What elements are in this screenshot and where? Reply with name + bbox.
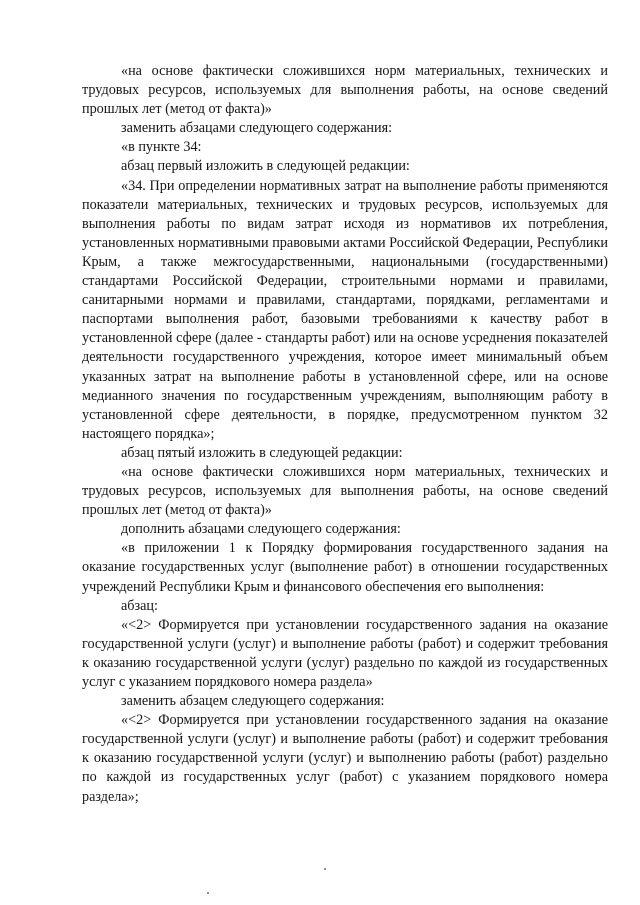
paragraph-abzac-label: абзац: <box>121 597 158 614</box>
paragraph-appendix-1: «в приложении 1 к Порядку формирования государственного задания на оказание государственных услуг (выполнение работ) в отношении государственных учреждений Республики Крым и финансового обеспечения его выполнения: <box>82 540 608 595</box>
paragraph-add-paragraphs: дополнить абзацами следующего содержания: <box>121 521 401 538</box>
scan-speck <box>324 868 326 870</box>
paragraph-point-34-text: «34. При определении нормативных затрат на выполнение работы применяются показатели материальных, технических и трудовых ресурсов, используемых для выполнения работы по видам затрат исходя из нормативов их потребления, установленных нормативными правовыми актами Российской Федерации, Республики Крым, а также межгосударственными, национальными (государственными) стандартами Российской Федерации, строительными нормами и правилами, санитарными нормами и правилами, стандартами, порядками, регламентами и паспортами выполнения работ, базовыми требованиями к качеству работ в установленной сфере (далее - стандарты работ) или на основе усреднения показателей деятельности государственного учреждения, которое имеет минимальный объем указанных затрат на выполнение работы в установленной сфере, или на основе медианного значения по государственным учреждениям, выполняющим работу в установленной сфере деятельности, в порядке, предусмотренном пунктом 32 настоящего порядка»; <box>82 177 608 442</box>
paragraph-in-point-34: «в пункте 34: <box>121 139 202 156</box>
paragraph-replace-with-paragraph: заменить абзацем следующего содержания: <box>121 693 385 710</box>
scan-speck <box>207 892 209 894</box>
paragraph-fifth-paragraph-edit: абзац пятый изложить в следующей редакции: <box>121 444 403 461</box>
paragraph-footnote-2-old: «<2> Формируется при установлении государственного задания на оказание государственной услуги (услуг) и выполнение работы (работ) и содержит требования к оказанию государственной услуги (услуг) раздельно по каждой из государственных услуг с указанием порядкового номера раздела» <box>82 616 608 690</box>
paragraph-footnote-2-new: «<2> Формируется при установлении государственного задания на оказание государственной услуги (услуг) и выполнение работы (работ) и содержит требования к оказанию государственной услуги (услуг) и выполнению работы (работ) раздельно по каждой из государственных услуг (работ) с указанием порядкового номера раздела»; <box>82 712 608 805</box>
paragraph-quote-method-from-fact-2: «на основе фактически сложившихся норм материальных, технических и трудовых ресурсов, используемых для выполнения работы, на основе сведений прошлых лет (метод от факта)» <box>82 463 608 519</box>
paragraph-first-paragraph-edit: абзац первый изложить в следующей редакции: <box>121 158 410 175</box>
document-body <box>82 62 608 807</box>
paragraph-quote-method-from-fact: «на основе фактически сложившихся норм материальных, технических и трудовых ресурсов, используемых для выполнения работы, на основе сведений прошлых лет (метод от факта)» <box>82 63 608 118</box>
paragraph-replace-with-paragraphs: заменить абзацами следующего содержания: <box>121 120 393 137</box>
